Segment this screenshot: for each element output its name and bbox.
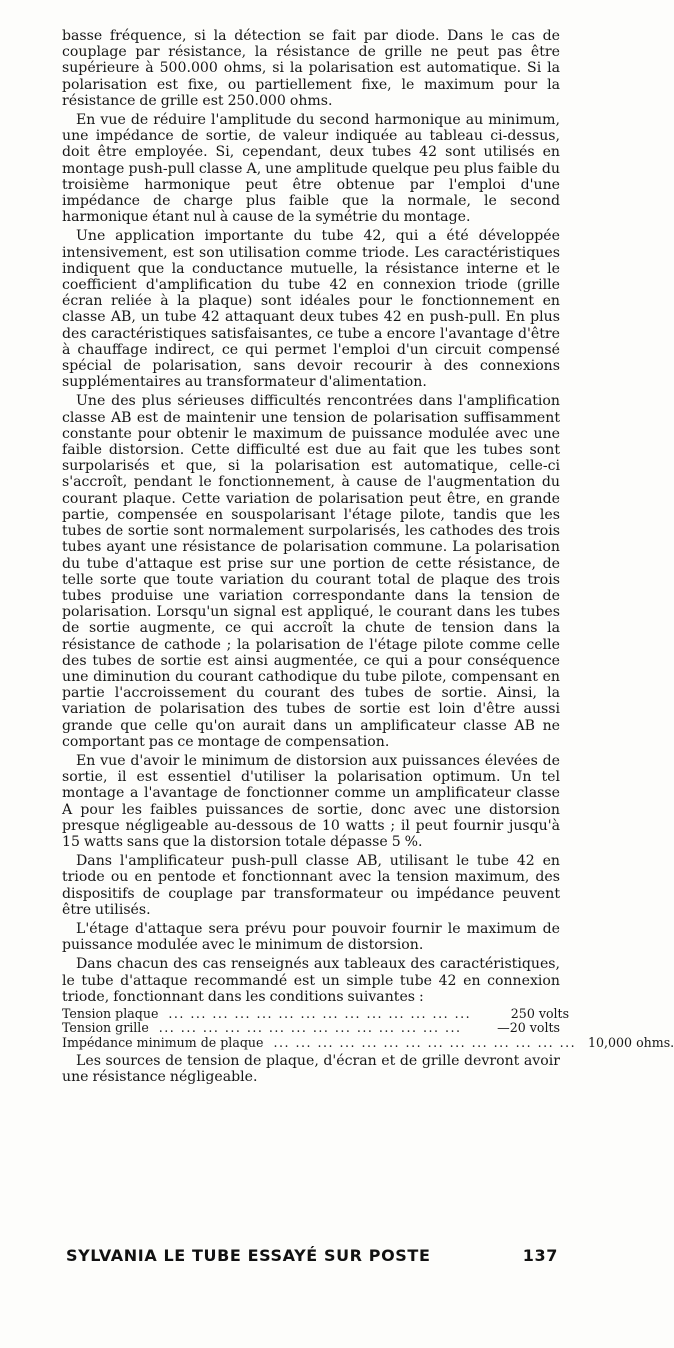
condition-row-plate-voltage — [62, 1005, 570, 1021]
condition-row-min-plate-impedance — [62, 1034, 674, 1050]
condition-label: Tension plaque — [62, 1005, 159, 1021]
condition-label: Tension grille — [62, 1020, 149, 1036]
condition-value: —20 volts — [497, 1020, 560, 1036]
paragraph-optimum-bias: En vue d'avoir le minimum de distorsion aux puissances élevées de sortie, il est essentiel d'utiliser la polarisation optimum. Un tel montage a l'avantage de fonctionner comme un amplificateur classe A pour les faibles puissances de sortie, donc avec une distorsion presque négligeable au-dessous de 10 watts ; il peut fournir jusqu'à 15 watts sans que la distorsion totale dépasse 5 %. — [62, 752, 560, 850]
condition-label: Impédance minimum de plaque — [62, 1034, 264, 1050]
body-text — [62, 28, 674, 1086]
condition-row-grid-voltage — [62, 1021, 560, 1035]
paragraph-driver-tube: Dans chacun des cas renseignés aux tableaux des caractéristiques, le tube d'attaque recommandé est un simple tube 42 en connexion triode, fonctionnant dans les conditions suivantes : — [62, 956, 560, 1005]
paragraph-push-pull-coupling: Dans l'amplificateur push-pull classe AB, utilisant le tube 42 en triode ou en pentode et fonctionnant avec la tension maximum, des dispositifs de couplage par transformateur ou impédance peuvent être utilisés. — [62, 853, 560, 918]
leader-dots: ... ... ... ... ... ... ... ... ... ... ... ... ... ... — [158, 1020, 462, 1036]
page-footer — [66, 1246, 558, 1265]
page-number: 137 — [522, 1246, 558, 1265]
running-title: SYLVANIA LE TUBE ESSAYÉ SUR POSTE — [66, 1246, 431, 1265]
paragraph-grid-resistance: basse fréquence, si la détection se fait par diode. Dans le cas de couplage par résistance, la résistance de grille ne peut pas être supérieure à 500.000 ohms, si la polarisation est automatique. Si la polarisation est fixe, ou partiellement fixe, le maximum pour la résistance de grille est 250.000 ohms. — [62, 28, 560, 109]
condition-value: 250 volts — [510, 1005, 570, 1021]
operating-conditions-list — [62, 1005, 674, 1050]
condition-value: 10,000 ohms. — [588, 1034, 674, 1050]
paragraph-bias-difficulties: Une des plus sérieuses difficultés rencontrées dans l'amplification classe AB est de maintenir une tension de polarisation suffisamment constante pour obtenir le maximum de puissance modulée avec une faible distorsion. Cette difficulté est due au fait que les tubes sont surpolarisés et que, si la polarisation est automatique, celle-ci s'accroît, pendant le fonctionnement, à cause de l'augmentation du courant plaque. Cette variation de polarisation peut être, en grande partie, compensée en souspolarisant l'étage pilote, tandis que les tubes de sortie sont normalement surpolarisés, les cathodes des trois tubes ayant une résistance de polarisation commune. La polarisation du tube d'attaque est prise sur une portion de cette résistance, de telle sorte que toute variation du courant total de plaque des trois tubes produise une variation correspondante dans la tension de polarisation. Lorsqu'un signal est appliqué, le courant dans les tubes de sortie augmente, ce qui accroît la chute de tension dans la résistance de cathode ; la polarisation de l'étage pilote comme celle des tubes de sortie est ainsi augmentée, ce qui a pour conséquence une diminution du courant cathodique du tube pilote, compensant en partie l'accroissement du courant des tubes de sortie. Ainsi, la variation de polarisation des tubes de sortie est loin d'être aussi grande que celle qu'on aurait dans un amplificateur classe AB ne comportant pas ce montage de compensation. — [62, 393, 560, 750]
paragraph-driver-stage: L'étage d'attaque sera prévu pour pouvoir fournir le maximum de puissance modulée avec le minimum de distorsion. — [62, 920, 560, 954]
leader-dots: ... ... ... ... ... ... ... ... ... ... ... ... ... ... — [273, 1034, 577, 1050]
leader-dots: ... ... ... ... ... ... ... ... ... ... ... ... ... ... — [168, 1005, 472, 1021]
paragraph-second-harmonic: En vue de réduire l'amplitude du second harmonique au minimum, une impédance de sortie, de valeur indiquée au tableau ci-dessus, doit être employée. Si, cependant, deux tubes 42 sont utilisés en montage push-pull classe A, une amplitude quelque peu plus faible du troisième harmonique peut être obtenue par l'emploi d'une impédance de charge plus faible que la normale, le second harmonique étant nul à cause de la symétrie du montage. — [62, 112, 560, 226]
paragraph-voltage-sources: Les sources de tension de plaque, d'écran et de grille devront avoir une résistance négligeable. — [62, 1053, 560, 1086]
paragraph-triode-application: Une application importante du tube 42, qui a été développée intensivement, est son utilisation comme triode. Les caractéristiques indiquent que la conductance mutuelle, la résistance interne et le coefficient d'amplification du tube 42 en connexion triode (grille écran reliée à la plaque) sont idéales pour le fonctionnement en classe AB, un tube 42 attaquant deux tubes 42 en push-pull. En plus des caractéristiques satisfaisantes, ce tube a encore l'avantage d'être à chauffage indirect, ce qui permet l'emploi d'un circuit compensé spécial de polarisation, sans devoir recourir à des connexions supplémentaires au transformateur d'alimentation. — [62, 228, 560, 391]
